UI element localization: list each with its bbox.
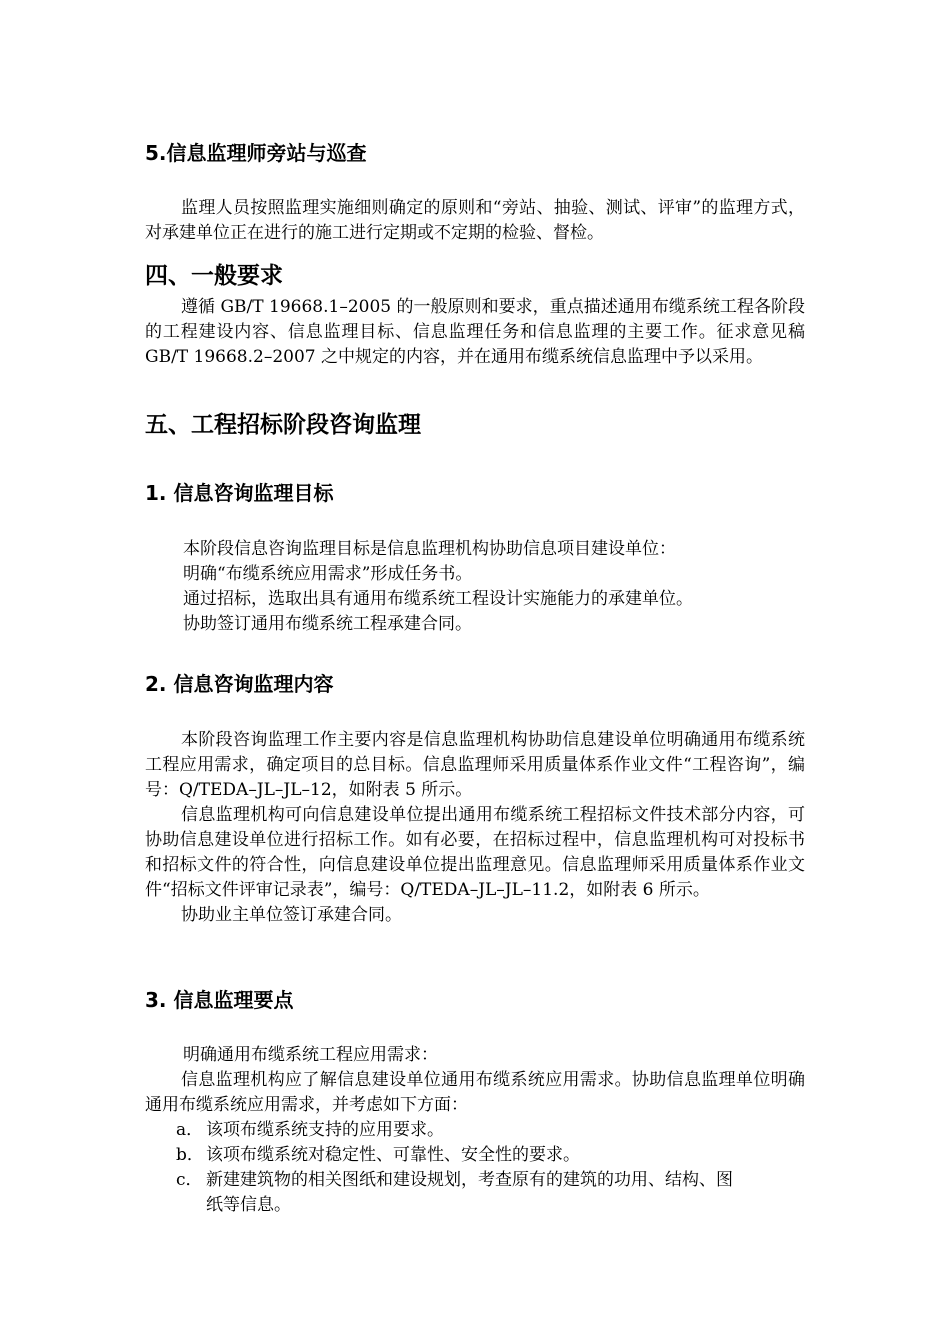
list-item xyxy=(176,1118,806,1143)
section-5-paragraph xyxy=(145,196,805,246)
subsection-1-line: 明确“布缆系统应用需求”形成任务书。 xyxy=(183,564,473,584)
subsection-3-paragraph xyxy=(145,1068,805,1118)
paragraph: 本阶段咨询监理工作主要内容是信息监理机构协助信息建设单位明确通用布缆系统工程应用需求，确定项目的总目标。信息监理师采用质量体系作业文件“工程咨询”，编号：Q/TEDA–JL–JL–12，如附表 5 所示。 xyxy=(145,730,805,800)
list-item xyxy=(176,1168,806,1218)
list-marker: a． xyxy=(176,1120,204,1140)
chapter-5-title: 五、工程招标阶段咨询监理 xyxy=(145,412,421,438)
list-marker: b． xyxy=(176,1145,204,1165)
paragraph: 信息监理机构应了解信息建设单位通用布缆系统应用需求。协助信息监理单位明确通用布缆系统应用需求，并考虑如下方面： xyxy=(145,1070,805,1115)
paragraph: 监理人员按照监理实施细则确定的原则和“旁站、抽验、测试、评审”的监理方式，对承建单位正在进行的施工进行定期或不定期的检验、督检。 xyxy=(145,198,805,243)
list-text: 该项布缆系统对稳定性、可靠性、安全性的要求。 xyxy=(206,1145,580,1165)
subsection-1-title: 1. 信息咨询监理目标 xyxy=(145,481,334,505)
subsection-2-body xyxy=(145,728,805,928)
list-text: 该项布缆系统支持的应用要求。 xyxy=(206,1120,444,1140)
paragraph: 协助业主单位签订承建合同。 xyxy=(181,905,402,925)
paragraph: 信息监理机构可向信息建设单位提出通用布缆系统工程招标文件技术部分内容，可协助信息建设单位进行招标工作。如有必要，在招标过程中，信息监理机构可对投标书和招标文件的符合性，向信息建设单位提出监理意见。信息监理师采用质量体系作业文件“招标文件评审记录表”，编号：Q/TEDA–JL–JL–11.2，如附表 6 所示。 xyxy=(145,805,805,900)
chapter-4-title: 四、一般要求 xyxy=(145,263,283,289)
paragraph: 遵循 GB/T 19668.1–2005 的一般原则和要求，重点描述通用布缆系统工程各阶段的工程建设内容、信息监理目标、信息监理任务和信息监理的主要工作。征求意见稿 GB/T 19668.2–2007 之中规定的内容，并在通用布缆系统信息监理中予以采用。 xyxy=(145,297,805,367)
chapter-4-paragraph xyxy=(145,295,805,370)
subsection-1-line: 通过招标，选取出具有通用布缆系统工程设计实施能力的承建单位。 xyxy=(183,589,693,609)
subsection-1-line: 协助签订通用布缆系统工程承建合同。 xyxy=(183,614,472,634)
subsection-1-line: 本阶段信息咨询监理目标是信息监理机构协助信息项目建设单位： xyxy=(183,539,676,559)
list-marker: c． xyxy=(176,1170,203,1190)
subsection-2-title: 2. 信息咨询监理内容 xyxy=(145,672,334,696)
section-5-title: 5.信息监理师旁站与巡查 xyxy=(145,141,367,165)
list-text: 新建建筑物的相关图纸和建设规划，考查原有的建筑的功用、结构、图 xyxy=(206,1170,733,1190)
list-text-continued: 纸等信息。 xyxy=(206,1195,291,1215)
list-item xyxy=(176,1143,806,1168)
subsection-3-title: 3. 信息监理要点 xyxy=(145,988,294,1012)
subsection-3-intro: 明确通用布缆系统工程应用需求： xyxy=(183,1045,438,1065)
